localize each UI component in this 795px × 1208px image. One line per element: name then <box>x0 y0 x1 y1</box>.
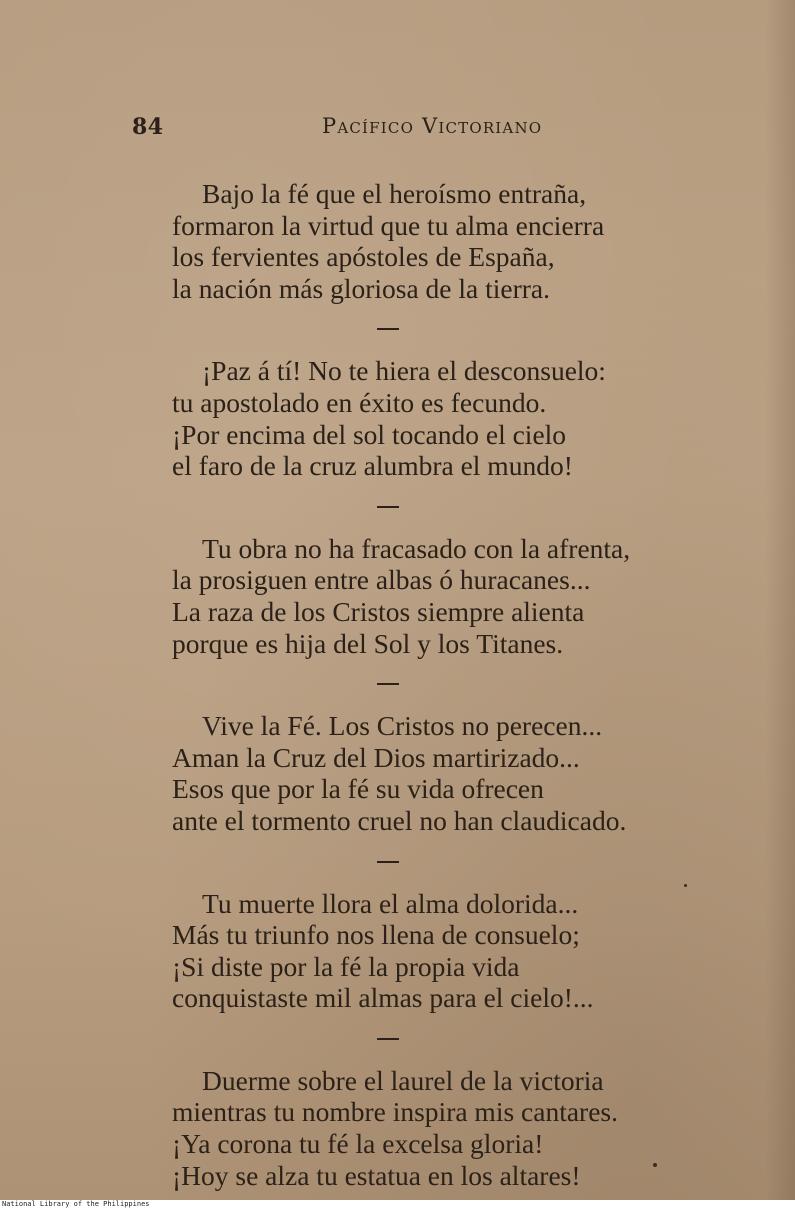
running-title: Pacífico Victoriano <box>322 114 543 138</box>
verse-line: Tu muerte llora el alma dolorida... <box>202 887 579 919</box>
verse-line: la nación más gloriosa de la tierra. <box>172 272 550 304</box>
paper-speck <box>653 1163 657 1167</box>
stanza-divider <box>377 1038 399 1040</box>
verse-line: Vive la Fé. Los Cristos no perecen... <box>202 710 603 742</box>
verse-line: Esos que por la fé su vida ofrecen <box>172 773 544 805</box>
verse-line: Más tu triunfo nos llena de consuelo; <box>172 919 580 951</box>
stanza-divider <box>377 861 399 863</box>
verse-line: Bajo la fé que el heroísmo entraña, <box>202 178 587 209</box>
verse-line: ¡Hoy se alza tu estatua en los altares! <box>172 1159 581 1191</box>
stanza <box>172 1065 732 1191</box>
verse-line: ¡Paz á tí! No te hiera el desconsuelo: <box>202 355 606 387</box>
verse-line: Duerme sobre el laurel de la victoria <box>202 1064 604 1096</box>
verse-line: formaron la virtud que tu alma encierra <box>172 209 605 241</box>
stanza <box>172 888 732 1014</box>
verse-line: porque es hija del Sol y los Titanes. <box>172 627 564 659</box>
verse-line: La raza de los Cristos siempre alienta <box>172 595 585 627</box>
verse-line: los fervientes apóstoles de España, <box>172 241 555 273</box>
poem <box>172 178 732 1191</box>
verse-line: ante el tormento cruel no han claudicado. <box>172 804 627 836</box>
verse-line: mientras tu nombre inspira mis cantares. <box>172 1096 618 1128</box>
verse-line: tu apostolado en éxito es fecundo. <box>172 386 547 418</box>
library-credit: National Library of the Philippines <box>2 1200 150 1208</box>
verse-line: Tu obra no ha fracasado con la afrenta, <box>202 532 631 564</box>
stanza <box>172 533 732 659</box>
verse-line: la prosiguen entre albas ó huracanes... <box>172 564 591 596</box>
paper-speck <box>684 884 687 887</box>
verse-line: ¡Por encima del sol tocando el cielo <box>172 418 567 450</box>
page-number: 84 <box>132 114 164 140</box>
verse-line: ¡Si diste por la fé la propia vida <box>172 950 520 982</box>
stanza <box>172 355 732 481</box>
stanza-divider <box>377 328 399 330</box>
stanza-divider <box>377 506 399 508</box>
verse-line: ¡Ya corona tu fé la excelsa gloria! <box>172 1128 544 1160</box>
stanza <box>172 710 732 836</box>
stanza <box>172 178 732 304</box>
page-edge-shadow <box>765 0 795 1200</box>
verse-line: conquistaste mil almas para el cielo!... <box>172 982 594 1014</box>
verse-line: el faro de la cruz alumbra el mundo! <box>172 450 573 482</box>
verse-line: Aman la Cruz del Dios martirizado... <box>172 741 580 773</box>
stanza-divider <box>377 683 399 685</box>
